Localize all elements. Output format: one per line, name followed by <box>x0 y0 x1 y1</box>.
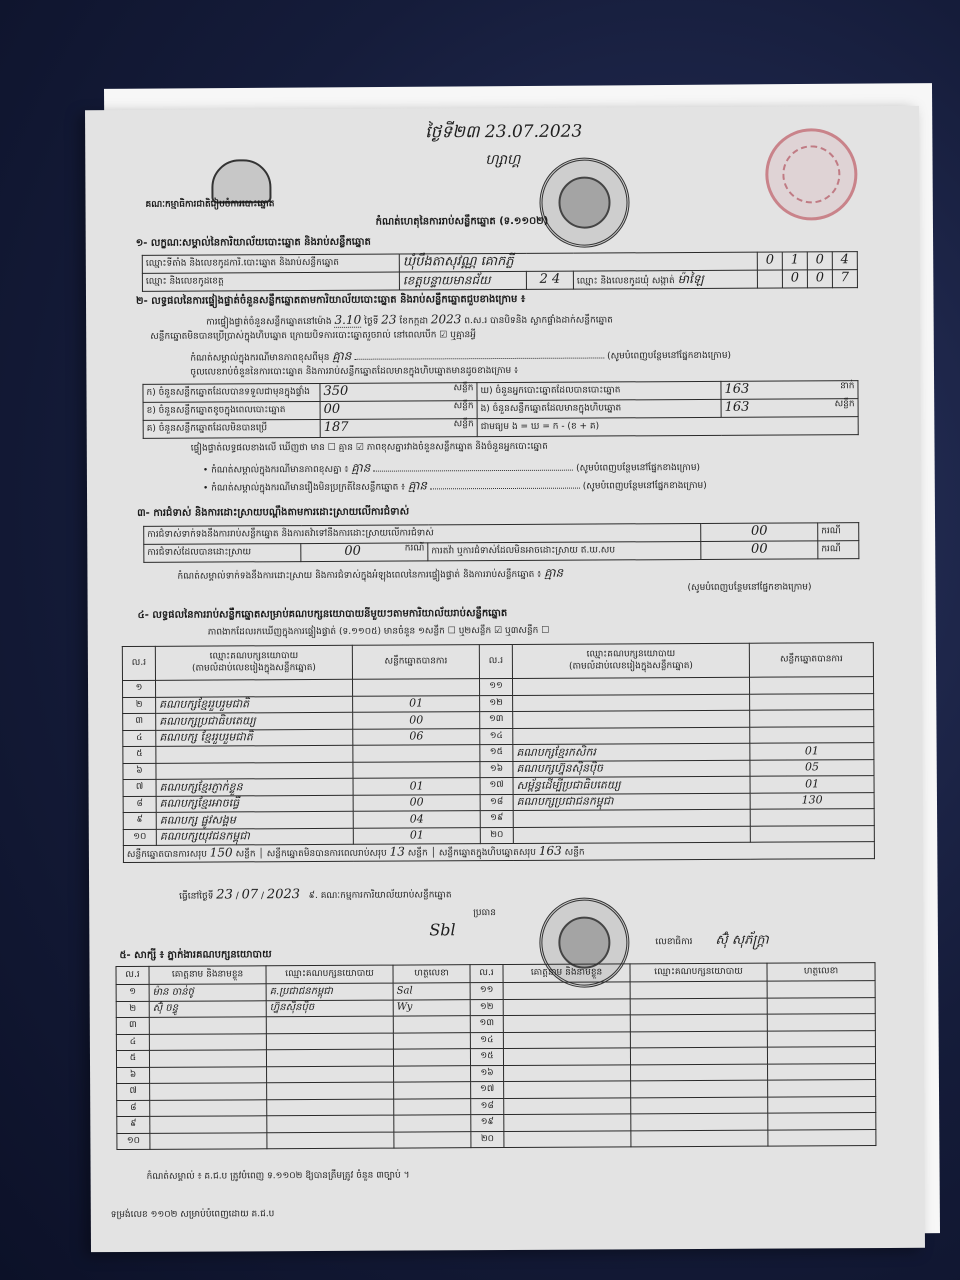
witness-name <box>503 1015 630 1032</box>
result-party <box>156 745 353 763</box>
section4-title: ៤- លទ្ធផលនៃការរាប់សន្លឹកឆ្នោតសម្រាប់គណបក្សនយោបាយនីមួយៗតាមការិយាល័យរាប់សន្លឹកឆ្នោត <box>137 607 508 621</box>
red-official-seal <box>765 128 857 220</box>
witness-party <box>266 1016 393 1033</box>
result-no: ៥ <box>123 746 156 763</box>
result-votes <box>353 745 480 762</box>
row1-code-digit: 4 <box>832 252 857 270</box>
results-col-party: ឈ្មោះគណបក្សនយោបាយ (តាមលំដាប់លេខរៀងក្នុងសន្លឹកឆ្នោត) <box>512 643 749 678</box>
witness-name <box>503 1048 630 1065</box>
section3-title: ៣- ការជំទាស់ និងការដោះស្រាយបណ្តឹងតាមការដោះស្រាយលើការជំទាស់ <box>137 506 410 519</box>
result-votes: 04 <box>353 811 480 828</box>
result-no: ៩ <box>123 812 156 829</box>
witness-signature <box>393 1032 470 1049</box>
witness-party <box>631 1064 768 1081</box>
witness-name <box>150 1116 267 1133</box>
witness-name <box>504 1064 631 1081</box>
nec-emblem-icon <box>211 159 271 203</box>
witness-no: ១៣ <box>470 1016 503 1033</box>
witness-party <box>630 1047 767 1064</box>
witness-no: ៤ <box>116 1034 149 1051</box>
witness-no: ១៤ <box>470 1032 503 1049</box>
result-no: ១ <box>123 680 156 697</box>
header-signature: ហ្សាហ្គ <box>485 151 521 169</box>
witness-no: ៨ <box>117 1100 150 1117</box>
result-party: គណបក្សយុវជនកម្ពុជា <box>156 828 353 846</box>
section2-line2: សន្លឹកឆ្នោតមិនបានប្រើប្រាស់ក្នុងហិបឆ្នោត ក្រោយបិទការបោះឆ្នោតរួចរាល់ នៅពេលបើក ☑ ឬគ្មានអ្វី <box>150 330 476 342</box>
witness-signature <box>768 1113 876 1130</box>
witness-no: ២ <box>116 1001 149 1018</box>
table-row <box>117 1129 876 1149</box>
results-col-party: ឈ្មោះគណបក្សនយោបាយ (តាមលំដាប់លេខរៀងក្នុងសន្លឹកឆ្នោត) <box>155 645 352 680</box>
objection-row1-label: ការជំទាស់ទាក់ទងនឹងការរាប់សន្លឹកឆ្នោត និងការតវ៉ាទៅនឹងការដោះស្រាយលើការជំទាស់ <box>144 523 701 544</box>
witness-signature <box>768 1096 876 1113</box>
witness-col-name: គោត្តនាម និងនាមខ្លួន <box>503 964 630 983</box>
count-formula: ជាមធ្យម ង = ឃ = ក - (ខ + គ) <box>477 417 858 437</box>
row1-label: ឈ្មោះទីតាំង និងលេខកូដការិ.បោះឆ្នោត និងរាប់សន្លឹកឆ្នោត <box>142 254 399 273</box>
witness-party <box>630 1031 767 1048</box>
result-votes: 01 <box>750 743 874 760</box>
witness-party <box>631 1097 768 1114</box>
witness-party <box>266 1033 393 1050</box>
witness-col-name: គោត្តនាម និងនាមខ្លួន <box>149 966 266 985</box>
witness-signature <box>393 1049 470 1066</box>
row1-code-digit: 0 <box>807 252 832 270</box>
section1-table <box>142 251 858 292</box>
row2-code: 2 4 <box>526 271 573 289</box>
witness-signature <box>394 1065 471 1082</box>
result-party <box>156 679 353 697</box>
witness-no: ១៦ <box>471 1065 504 1082</box>
result-no: ៦ <box>123 763 156 780</box>
section2-bullet1: • កំណត់សម្គាល់ក្នុងករណីមានភាពខុសគ្នា ៖ គ្មាន (សូមបំពេញបន្ថែមនៅផ្នែកខាងក្រោម) <box>202 460 701 476</box>
witness-party <box>630 1014 767 1031</box>
row2-code-b-digit: 0 <box>807 270 832 288</box>
objection-row1-value: 00 <box>701 523 818 542</box>
section2-bullet2: • កំណត់សម្គាល់ក្នុងករណីមានរឿងមិនប្រក្រតីនៃសន្លឹកឆ្នោត ៖ គ្មាន (សូមបំពេញបន្ថែមនៅផ្នែកខាងក្រោម) <box>202 478 707 494</box>
result-party: គណបក្សប្រជាជនកម្ពុជា <box>513 793 750 811</box>
section2-compare: ផ្ទៀងផ្ទាត់លទ្ធផលខាងលើ ឃើញថា មាន ☐ គ្មាន ☑ ភាពខុសគ្នារវាងចំនួនសន្លឹកឆ្នោត និងចំនួនអ្នកបោះឆ្នោត <box>190 441 548 454</box>
section2-counts-table <box>142 380 858 439</box>
result-votes: 01 <box>353 827 480 844</box>
result-party <box>513 826 750 844</box>
result-party <box>513 727 750 745</box>
count-ng-label: ឃ) ចំនួនអ្នកបោះឆ្នោតដែលបានបោះឆ្នោត <box>477 381 721 400</box>
witness-name: ម៉ាន ចាន់ថូ <box>149 984 266 1001</box>
row2-label: ឈ្មោះ និងលេខកូដខេត្ត <box>142 272 399 291</box>
section3-table <box>143 522 859 563</box>
form-title: កំណត់ហេតុនៃការរាប់សន្លឹកឆ្នោត (ទ.១១០២) <box>375 215 549 228</box>
result-votes: 01 <box>750 776 874 793</box>
result-no: ១៧ <box>480 777 513 794</box>
footer-bottom: ទម្រង់លេខ ១១០២ សម្រាប់បំពេញដោយ គ.ជ.ប <box>110 1209 275 1221</box>
result-votes <box>750 693 874 710</box>
witness-party <box>267 1066 394 1083</box>
witness-party <box>267 1132 394 1149</box>
result-votes <box>750 726 874 743</box>
row2-value: ខេត្តបន្ទាយមានជ័យ <box>399 271 526 290</box>
witness-name <box>149 1017 266 1034</box>
witness-no: ៦ <box>117 1067 150 1084</box>
witness-no: ១០ <box>117 1133 150 1150</box>
witness-signature <box>767 997 875 1014</box>
witness-no: ៥ <box>116 1050 149 1067</box>
result-party: គណបក្សខ្មែរអាចធ្វើ <box>156 795 353 813</box>
witness-name <box>150 1099 267 1116</box>
row1-code-digit: 0 <box>757 252 782 270</box>
witness-signature <box>393 1016 470 1033</box>
objection-row2-label-b: ការតវ៉ា ឬការជំទាស់ដែលមិនអាចដោះស្រាយ ឥ.ឃ.សប <box>428 541 701 560</box>
witness-signature <box>767 981 875 998</box>
witness-col-party: ឈ្មោះគណបក្សនយោបាយ <box>266 965 393 984</box>
row1-value: ឃុំបឹងតាសុវណ្ណ គោកភ្លី <box>399 252 757 272</box>
count-g-label: គ) ចំនួនសន្លឹកឆ្នោតដែលមិនបានប្រើ <box>143 419 320 438</box>
objection-row2-label: ការជំទាស់ដែលបានដោះស្រាយ <box>144 544 301 563</box>
witness-signature <box>767 1047 875 1064</box>
section4-intro: ភាពងាកដែលរកឃើញក្នុងការផ្ទៀងផ្ទាត់ (ទ.១១០៥) មានចំនួន ១សន្លឹក ☐ ឬ២សន្លឹក ☑ ឬ៣សន្លឹក ☐ <box>207 625 550 638</box>
witness-no: ១៥ <box>470 1049 503 1066</box>
section2-intro: ការផ្ទៀងផ្ទាត់ចំនួនសន្លឹកឆ្នោតនៅម៉ោង 3.10 ថ្ងៃទី 23 ខែកក្កដា 2023 ព.ស.រ បានបិទនិង ស្លាកផ្ទាំងដាក់សន្លឹកឆ្នោត <box>206 312 613 328</box>
witness-party <box>267 1082 394 1099</box>
result-votes: 05 <box>750 759 874 776</box>
count-kh-cell: 00 សន្លឹក <box>320 401 477 420</box>
witness-party <box>631 1130 768 1147</box>
result-no: ១៣ <box>480 711 513 728</box>
result-votes: 06 <box>353 728 480 745</box>
result-no: ១២ <box>480 695 513 712</box>
row2-code-b-digit: 0 <box>782 270 807 288</box>
witness-name <box>504 1097 631 1114</box>
witness-no: ៩ <box>117 1116 150 1133</box>
result-party: គណបក្សប្រជាធិបតេយ្យ <box>156 712 353 730</box>
witness-name <box>503 982 630 999</box>
result-party <box>156 762 353 780</box>
results-col-no: ល.រ <box>479 644 512 678</box>
witness-name <box>503 1031 630 1048</box>
result-no: ២០ <box>480 827 513 844</box>
witness-name <box>504 1130 631 1147</box>
result-no: ៤ <box>123 730 156 747</box>
result-votes <box>750 825 874 842</box>
dark-office-seal <box>539 157 629 247</box>
count-ch-label: ង) ចំនួនសន្លឹកឆ្នោតដែលមានក្នុងហិបឆ្នោត <box>477 399 721 418</box>
witness-signature <box>768 1080 876 1097</box>
witness-signature <box>394 1098 471 1115</box>
section1-title: ១- លក្ខណៈសម្គាល់នៃការិយាល័យបោះឆ្នោត និងរាប់សន្លឹកឆ្នោត <box>135 236 371 249</box>
results-table <box>122 642 875 863</box>
witness-no: ១៧ <box>471 1082 504 1099</box>
witness-no: ១ <box>116 984 149 1001</box>
result-no: ១១ <box>479 678 512 695</box>
witness-signature <box>768 1129 876 1146</box>
result-no: ៣ <box>123 713 156 730</box>
chief-signature: Sbl <box>429 920 456 940</box>
result-party <box>513 809 750 827</box>
witness-signature <box>767 1014 875 1031</box>
count-ng-cell: 163 នាក់ <box>721 381 858 400</box>
result-no: ១០ <box>123 829 156 846</box>
result-votes: 00 <box>353 712 480 729</box>
witness-no: ៧ <box>117 1083 150 1100</box>
secretary-name: ស៊ុំ សុភ័ក្ត្រា <box>715 932 769 948</box>
count-ch-cell: 163 សន្លឹក <box>721 399 858 418</box>
row2-label-b: ឈ្មោះ និងលេខកូដឃុំ សង្កាត់ ម៉ាឡៃ <box>573 270 757 289</box>
witness-signature <box>394 1131 471 1148</box>
witness-signature: Wy <box>393 999 470 1016</box>
result-votes <box>750 809 874 826</box>
witness-signature <box>394 1082 471 1099</box>
witness-name <box>150 1066 267 1083</box>
results-col-no: ល.រ <box>122 646 155 680</box>
witness-signature <box>767 1030 875 1047</box>
completion-date: ធ្វើនៅថ្ងៃទី 23 / 07 / 2023 ៩. គណៈកម្មការការិយាល័យរាប់សន្លឹកឆ្នោត <box>179 887 452 903</box>
result-votes: 00 <box>353 794 480 811</box>
witness-party: ហ្វ៊ុនស៊ិនប៉ិច <box>266 1000 393 1017</box>
witness-body <box>116 981 876 1150</box>
result-no: ២ <box>123 697 156 714</box>
objection-row2-cell: 00 ករណី <box>301 543 428 562</box>
witness-party <box>267 1099 394 1116</box>
results-col-votes: សន្លឹកឆ្នោតបានការ <box>352 645 479 680</box>
result-votes <box>750 710 874 727</box>
witness-no: ១៨ <box>471 1098 504 1115</box>
result-votes <box>353 761 480 778</box>
result-no: ៧ <box>123 779 156 796</box>
witness-party <box>630 998 767 1015</box>
result-party: គណបក្ស ផ្លូវសង្គម <box>156 811 353 829</box>
result-party <box>512 677 749 695</box>
witness-party <box>267 1115 394 1132</box>
result-party <box>513 694 750 712</box>
witness-party <box>630 981 767 998</box>
footer-note: កំណត់សម្គាល់ ៖ គ.ជ.ប ត្រូវបំពេញ ទ.១១០២ ឱ្យបានត្រឹមត្រូវ ចំនួន ៣ច្បាប់ ។ <box>146 1170 410 1182</box>
witness-no: ១៩ <box>471 1115 504 1132</box>
witness-no: ១២ <box>470 999 503 1016</box>
row2-code-b-digit: 7 <box>832 270 857 288</box>
section2-note: កំណត់សម្គាល់ក្នុងករណីមានភាពខុសពីមុន គ្មាន (សូមបំពេញបន្ថែមនៅផ្នែកខាងក្រោម) <box>190 348 732 364</box>
witness-col-sig: ហត្ថលេខា <box>393 965 470 983</box>
result-party: គណបក្ស ខ្មែររួបរួមជាតិ <box>156 729 353 747</box>
witness-table <box>115 962 876 1150</box>
objection-row1-unit: ករណី <box>818 523 859 541</box>
witness-col-sig: ហត្ថលេខា <box>767 963 875 982</box>
chief-label: ប្រធាន <box>473 908 496 919</box>
witness-name: ស៊ុំ ចន្ធូ <box>149 1000 266 1017</box>
results-col-votes: សន្លឹកឆ្នោតបានការ <box>749 643 873 678</box>
witness-name <box>503 998 630 1015</box>
objection-row2-unit-b: ករណី <box>818 541 859 559</box>
result-votes: 130 <box>750 792 874 809</box>
result-no: ១៦ <box>480 761 513 778</box>
count-k-label: ក) ចំនួនសន្លឹកឆ្នោតដែលបានទទួលជាមុនក្នុងផ្ទាំង <box>143 383 320 402</box>
result-no: ១៥ <box>480 744 513 761</box>
secretary-label: លេខាធិការ <box>655 937 693 948</box>
count-kh-label: ខ) ចំនួនសន្លឹកឆ្នោតខូចក្នុងពេលបោះឆ្នោត <box>143 401 320 420</box>
witness-col-no: ល.រ <box>116 966 149 984</box>
witness-col-party: ឈ្មោះគណបក្សនយោបាយ <box>630 963 767 982</box>
witness-no: ៣ <box>116 1017 149 1034</box>
results-totals: សន្លឹកឆ្នោតបានការសរុប 150 សន្លឹក │ សន្លឹកឆ្នោតមិនបានការពេលរាប់សរុប 13 សន្លឹក │ សន្លឹកឆ្នោតក្នុងហិបឆ្នោតសរុប 163 សន្លឹក <box>123 842 874 863</box>
authority-name: គណៈកម្មាធិការជាតិរៀបចំការបោះឆ្នោត <box>145 199 275 210</box>
result-party: គណបក្សខ្មែរភ្ញាក់ខ្លួន <box>156 778 353 796</box>
witness-signature <box>768 1063 876 1080</box>
witness-party <box>266 1049 393 1066</box>
section2-title: ២- លទ្ធផលនៃការផ្ទៀងផ្ទាត់ចំនួនសន្លឹកឆ្នោតតាមការិយាល័យបោះឆ្នោត និងរាប់សន្លឹកឆ្នោតជួបខាងក្រោម ៖ <box>135 293 526 307</box>
result-no: ៨ <box>123 796 156 813</box>
result-no: ១៩ <box>480 810 513 827</box>
result-votes: 01 <box>353 778 480 795</box>
witness-signature: Sal <box>393 983 470 1000</box>
witness-name <box>150 1083 267 1100</box>
count-g-cell: 187 សន្លឹក <box>320 419 477 438</box>
witness-name <box>149 1050 266 1067</box>
witness-party <box>631 1080 768 1097</box>
result-votes <box>352 679 479 696</box>
witness-party: គ.ប្រជាជនកម្ពុជា <box>266 983 393 1000</box>
witness-name <box>504 1081 631 1098</box>
count-k-cell: 350 សន្លឹក <box>320 383 477 402</box>
result-votes: 01 <box>353 695 480 712</box>
result-party: គណបក្សខ្មែររួបរួមជាតិ <box>156 696 353 714</box>
result-party <box>513 710 750 728</box>
section5-title: ៥- សាក្សី ៖ ភ្នាក់ងារគណបក្សនយោបាយ <box>119 949 272 962</box>
result-votes <box>749 677 873 694</box>
result-party: សម្ព័ន្ធដើម្បីប្រជាធិបតេយ្យ <box>513 776 750 794</box>
section3-hint: (សូមបំពេញបន្ថែមនៅផ្នែកខាងក្រោម) <box>687 582 812 594</box>
result-no: ១៨ <box>480 794 513 811</box>
result-party: គណបក្សហ្វ៊ុនស៊ិនប៉ិច <box>513 760 750 778</box>
witness-name <box>504 1114 631 1131</box>
section2-counts-intro: ចូលលេខរាប់ចំនួននៃការបោះឆ្នោត និងការរាប់សន្លឹកឆ្នោតដែលមានក្នុងហិបឆ្នោតមានដូចខាងក្រោម ៖ <box>190 365 519 378</box>
result-no: ១៤ <box>480 728 513 745</box>
handwritten-date: ថ្ងៃទី២៣ 23.07.2023 <box>425 121 583 143</box>
witness-party <box>631 1113 768 1130</box>
witness-name <box>149 1033 266 1050</box>
election-form-sheet <box>85 106 925 1252</box>
witness-signature <box>394 1115 471 1132</box>
witness-no: ២០ <box>471 1131 504 1148</box>
witness-name <box>150 1132 267 1149</box>
witness-col-no: ល.រ <box>470 965 503 983</box>
witness-no: ១១ <box>470 983 503 1000</box>
row1-code-digit: 1 <box>782 252 807 270</box>
result-party: គណបក្សខ្មែរកសិករ <box>513 743 750 761</box>
results-body <box>123 677 875 846</box>
objection-row2-value-b: 00 <box>701 541 818 560</box>
section3-note: កំណត់សម្គាល់ទាក់ទងនឹងការដោះស្រាយ និងការជំទាស់ក្នុងអំឡុងពេលនៃការផ្ទៀងផ្ទាត់ និងការរាប់សន្លឹកឆ្នោត ៖ គ្មាន <box>177 565 564 582</box>
